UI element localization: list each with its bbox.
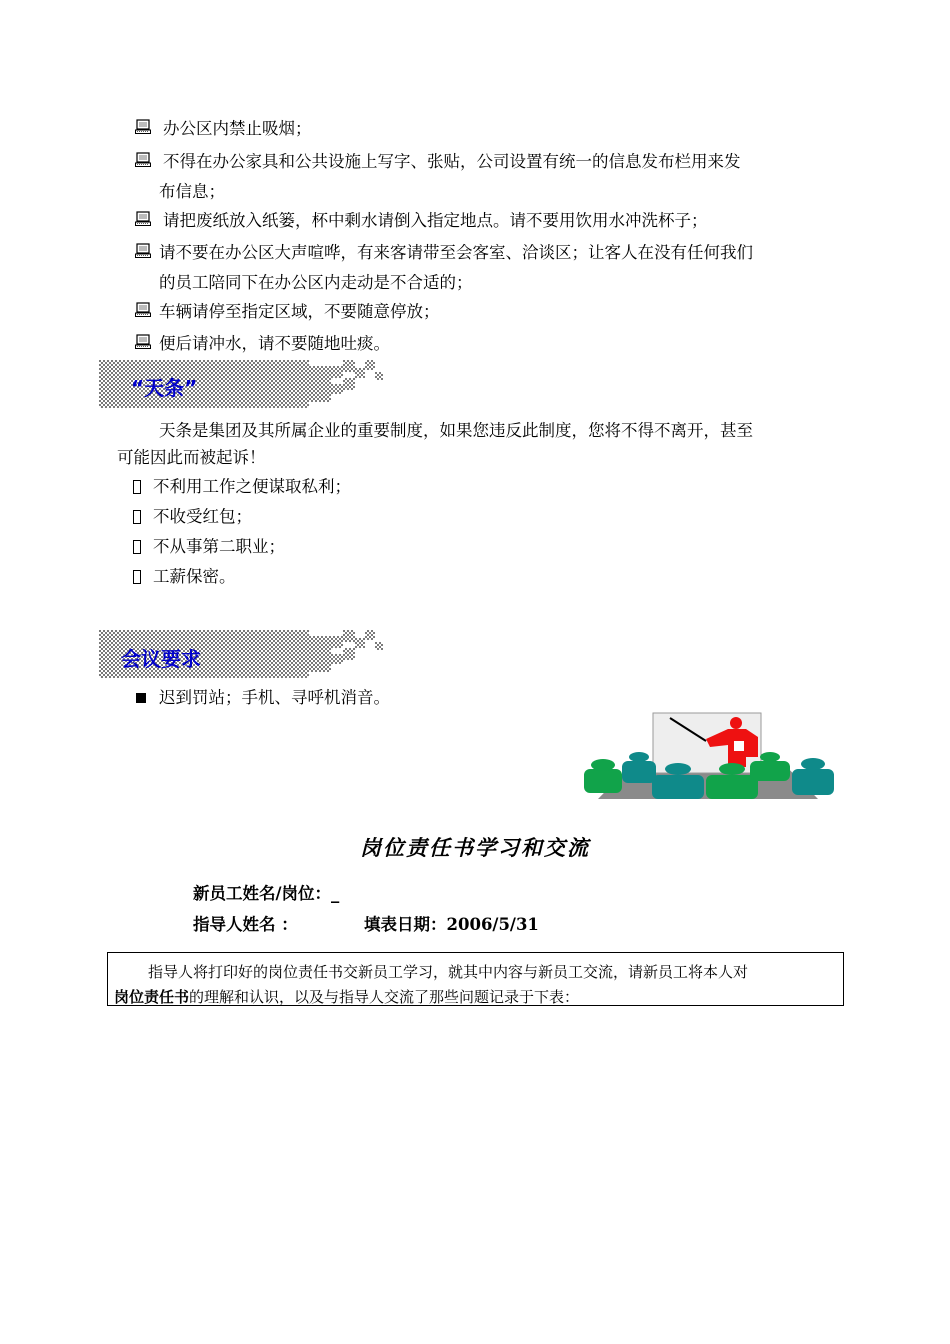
computer-icon — [135, 302, 151, 318]
instruction-box — [107, 952, 844, 1006]
rule-item: 便后请冲水，请不要随地吐痰。 — [159, 334, 390, 353]
square-outline-icon — [133, 510, 141, 524]
tiantiao-intro: 天条是集团及其所属企业的重要制度，如果您违反此制度，您将不得不离开，甚至 — [159, 421, 753, 440]
tiantiao-item: 工薪保密。 — [153, 567, 236, 586]
rule-item: 办公区内禁止吸烟； — [163, 119, 312, 138]
instruction-line-continued — [114, 986, 579, 1007]
square-outline-icon — [133, 540, 141, 554]
square-outline-icon — [133, 480, 141, 494]
rule-item: 车辆请停至指定区域，不要随意停放； — [159, 302, 440, 321]
black-square-icon — [136, 693, 146, 703]
tiantiao-item: 不收受红包； — [153, 507, 252, 526]
computer-icon — [135, 152, 151, 168]
employee-field-label: 新员工姓名/岗位：_ — [193, 884, 340, 903]
square-outline-icon — [133, 570, 141, 584]
section-title-tiantiao: “天条” — [131, 376, 198, 400]
rule-item: 请把废纸放入纸篓，杯中剩水请倒入指定地点。请不要用饮用水冲洗杯子； — [163, 211, 708, 230]
date-field-label: 填表日期：2006/5/31 — [364, 915, 539, 934]
computer-icon — [135, 211, 151, 227]
meeting-item: 迟到罚站；手机、寻呼机消音。 — [159, 688, 390, 707]
tiantiao-item: 不利用工作之便谋取私利； — [153, 477, 351, 496]
rule-item-continued: 的员工陪同下在办公区内走动是不合适的； — [159, 273, 473, 292]
rule-item: 不得在办公家具和公共设施上写字、张贴，公司设置有统一的信息发布栏用来发 — [163, 152, 741, 171]
instruction-rest: 的理解和认识，以及与指导人交流了那些问题记录于下表： — [189, 988, 580, 1006]
meeting-presentation-icon — [578, 711, 838, 801]
instruction-line: 指导人将打印好的岗位责任书交新员工学习，就其中内容与新员工交流，请新员工将本人对 — [148, 963, 749, 981]
instruction-bold-term: 岗位责任书 — [114, 988, 190, 1006]
rule-item-continued: 布信息； — [159, 182, 225, 201]
mentor-field-label: 指导人姓名 ： — [193, 915, 298, 934]
tiantiao-intro-continued: 可能因此而被起诉！ — [117, 448, 266, 467]
rule-item: 请不要在办公区大声喧哗，有来客请带至会客室、洽谈区；让客人在没有任何我们 — [159, 243, 753, 262]
computer-icon — [135, 119, 151, 135]
computer-icon — [135, 334, 151, 350]
computer-icon — [135, 243, 151, 259]
section-title-meeting: 会议要求 — [121, 647, 201, 671]
document-title: 岗位责任书学习和交流 — [360, 835, 590, 860]
tiantiao-item: 不从事第二职业； — [153, 537, 285, 556]
